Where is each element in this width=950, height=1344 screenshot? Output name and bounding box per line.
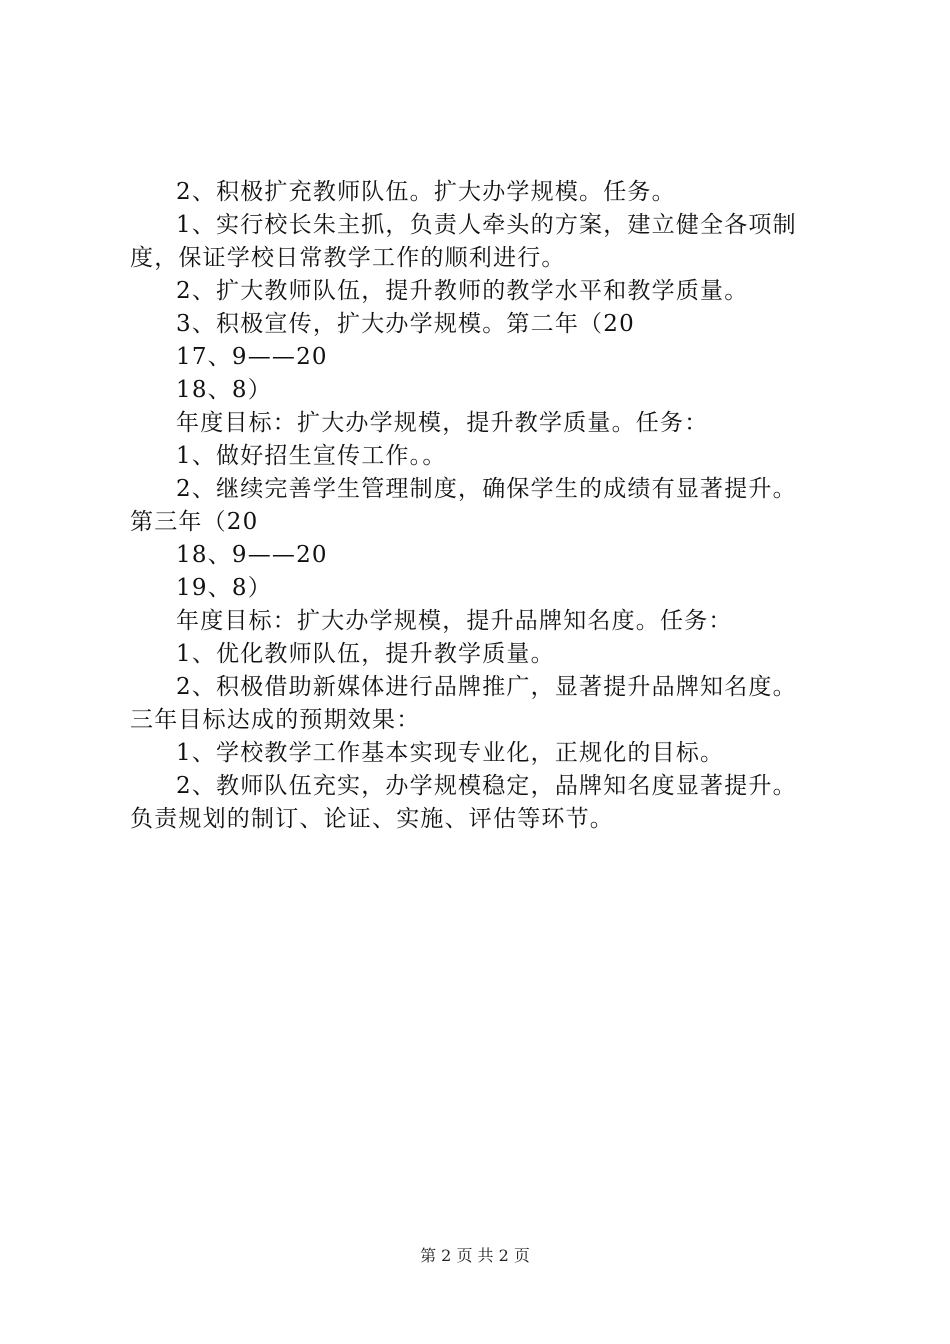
text-line: 1、做好招生宣传工作。。: [176, 443, 447, 469]
text-line: 年度目标：扩大办学规模，提升教学质量。任务：: [176, 410, 709, 436]
page-number-footer: 第 2 页 共 2 页: [420, 1246, 530, 1265]
text-line: 第三年（20: [130, 509, 259, 535]
text-line: 2、积极扩充教师队伍。扩大办学规模。任务。: [176, 179, 676, 205]
text-line: 2、积极借助新媒体进行品牌推广，显著提升品牌知名度。: [176, 674, 797, 700]
text-line: 度，保证学校日常教学工作的顺利进行。: [130, 245, 566, 271]
document-body: [130, 176, 830, 836]
text-line: 2、继续完善学生管理制度，确保学生的成绩有显著提升。: [176, 476, 797, 502]
text-line: 年度目标：扩大办学规模，提升品牌知名度。任务：: [176, 608, 733, 634]
text-line: 3、积极宣传，扩大办学规模。第二年（20: [176, 311, 635, 337]
text-line: 2、扩大教师队伍，提升教师的教学水平和教学质量。: [176, 278, 749, 304]
text-line: 1、优化教师队伍，提升教学质量。: [176, 641, 555, 667]
text-line: 1、实行校长朱主抓，负责人牵头的方案，建立健全各项制: [176, 212, 797, 238]
text-line: 19、8）: [176, 575, 272, 601]
text-line: 1、学校教学工作基本实现专业化，正规化的目标。: [176, 740, 725, 766]
text-line: 三年目标达成的预期效果：: [130, 707, 421, 733]
text-line: 17、9——20: [176, 344, 328, 370]
text-line: 负责规划的制订、论证、实施、评估等环节。: [130, 806, 614, 832]
text-line: 18、8）: [176, 377, 272, 403]
text-line: 2、教师队伍充实，办学规模稳定，品牌知名度显著提升。: [176, 773, 797, 799]
text-line: 18、9——20: [176, 542, 328, 568]
